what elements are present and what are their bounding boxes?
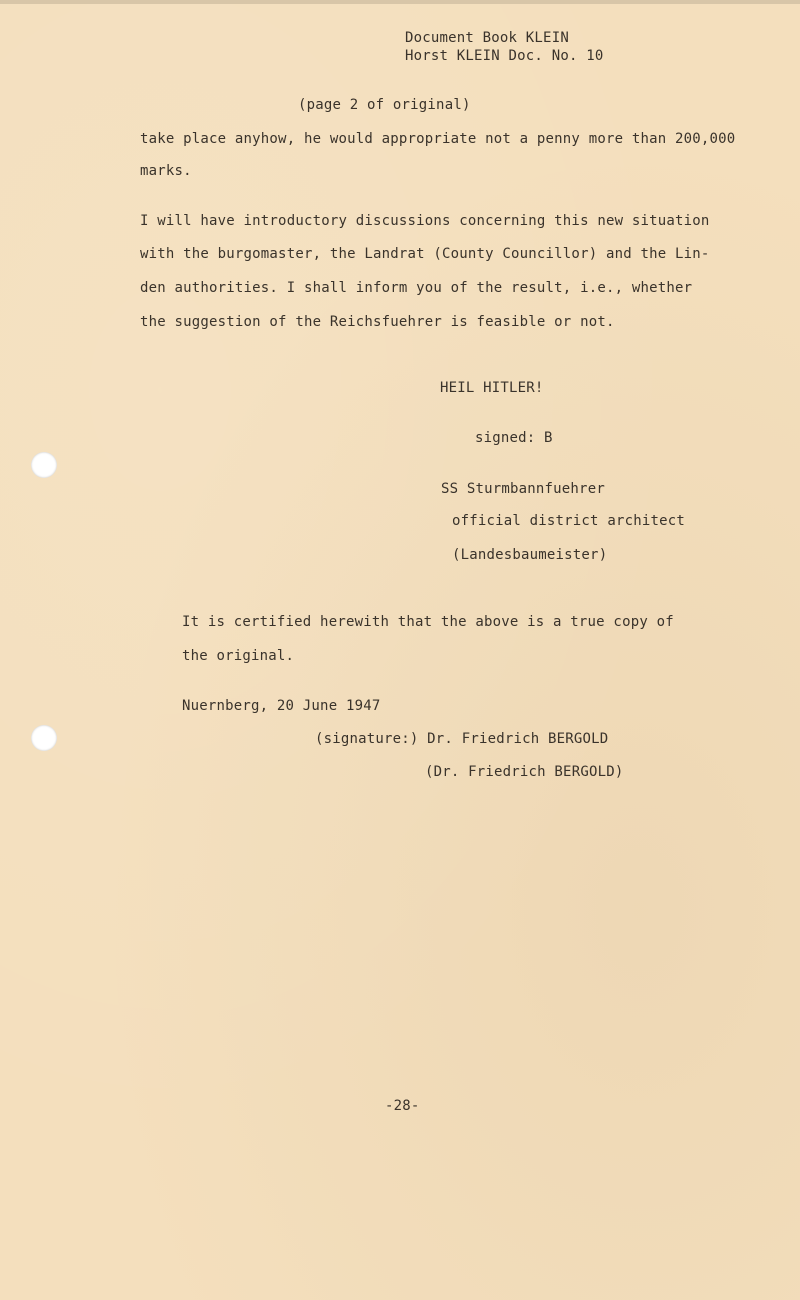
paragraph1-line2: marks. [140,163,192,179]
printed-name: (Dr. Friedrich BERGOLD) [425,764,624,780]
paragraph1-line1: take place anyhow, he would appropriate not a penny more than 200,000 [140,131,736,147]
paragraph2-line4: the suggestion of the Reichsfuehrer is feasible or not. [140,314,615,330]
closing-signed: signed: B [475,430,553,446]
paragraph2-line3: den authorities. I shall inform you of the result, i.e., whether [140,280,693,296]
paragraph2-line1: I will have introductory discussions concerning this new situation [140,213,710,229]
closing-title-german: (Landesbaumeister) [452,547,608,563]
certification-line1: It is certified herewith that the above is a true copy of [182,614,674,630]
place-date: Nuernberg, 20 June 1947 [182,698,381,714]
closing-rank: SS Sturmbannfuehrer [441,481,605,497]
certification-line2: the original. [182,648,295,664]
punch-hole-top [31,452,57,478]
page-top-edge [0,0,800,4]
punch-hole-bottom [31,725,57,751]
page-number: -28- [385,1098,420,1114]
closing-salutation: HEIL HITLER! [440,380,544,396]
page-note: (page 2 of original) [298,97,471,113]
header-document-book: Document Book KLEIN [405,30,569,46]
closing-title: official district architect [452,513,685,529]
paragraph2-line2: with the burgomaster, the Landrat (County Councillor) and the Lin- [140,246,710,262]
header-doc-number: Horst KLEIN Doc. No. 10 [405,48,604,64]
signature-line: (signature:) Dr. Friedrich BERGOLD [315,731,609,747]
